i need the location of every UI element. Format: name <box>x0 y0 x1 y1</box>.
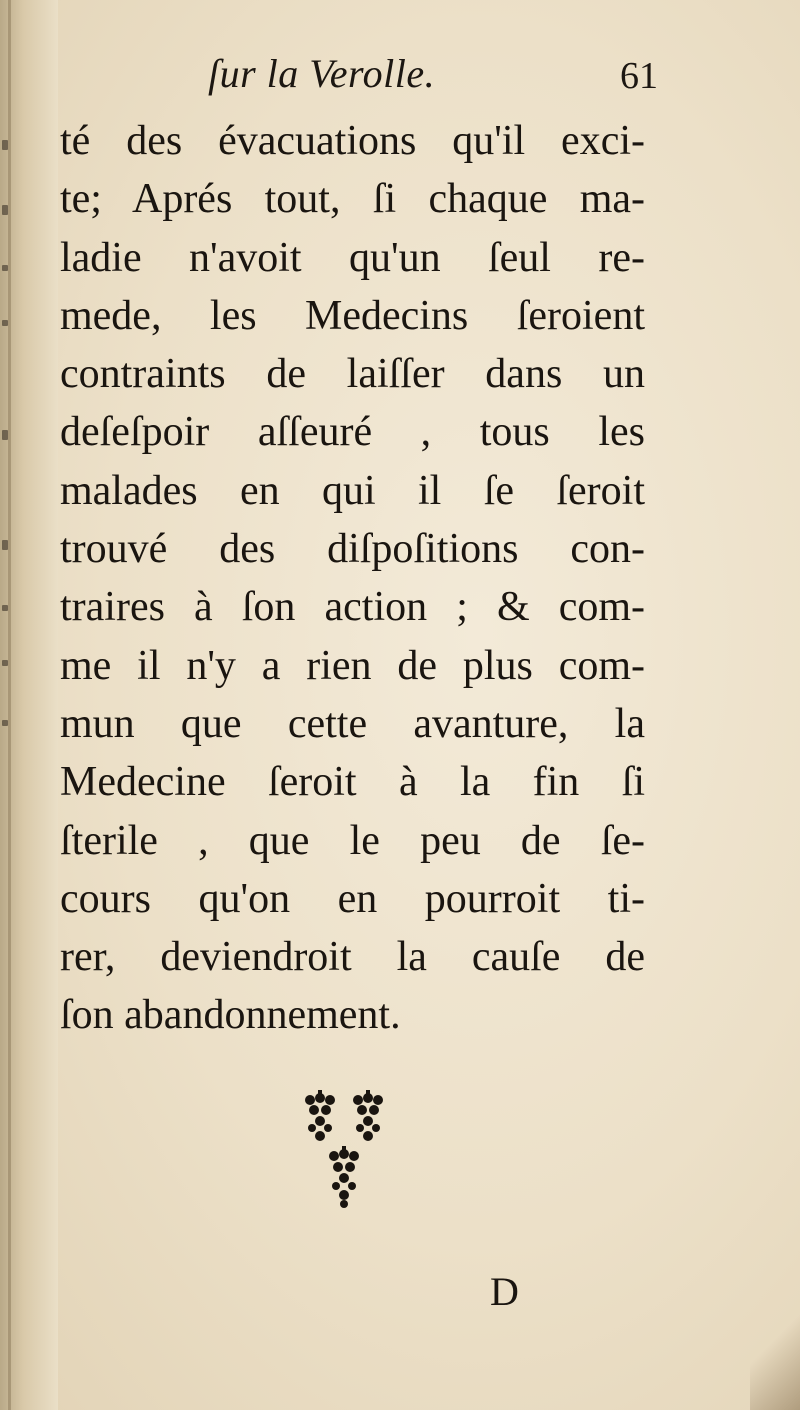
gutter-mark <box>2 140 8 150</box>
text-line: ladie n'avoit qu'un ſeul re- <box>60 234 645 281</box>
text-line: rer, deviendroit la cauſe de <box>60 934 645 981</box>
gutter-mark <box>2 605 8 611</box>
text-line: te; Aprés tout, ſi chaque ma- <box>60 176 645 223</box>
text-line: me il n'y a rien de plus com- <box>60 642 645 689</box>
text-line: deſeſpoir aſſeuré , tous les <box>60 409 645 456</box>
text-line: traires à ſon action ; & com- <box>60 584 645 631</box>
gutter-mark <box>2 320 8 326</box>
gutter-mark <box>2 720 8 726</box>
ornament-cluster <box>329 1146 359 1208</box>
gutter-edge <box>8 0 11 1410</box>
text-line: ſon abandonnement. <box>60 992 401 1039</box>
text-line: ſterile , que le peu de ſe- <box>60 817 645 864</box>
ornament-cluster <box>305 1090 335 1141</box>
text-line: malades en qui il ſe ſeroit <box>60 467 645 514</box>
printers-ornament-icon <box>296 1090 396 1210</box>
running-title: ſur la Verolle. <box>208 51 436 96</box>
gutter-mark <box>2 265 8 271</box>
text-line: té des évacuations qu'il exci- <box>60 118 645 164</box>
gutter-mark <box>2 205 8 215</box>
page-header <box>58 44 668 104</box>
text-line: contraints de laiſſer dans un <box>60 351 645 398</box>
text-line: mede, les Medecins ſeroient <box>60 292 645 339</box>
text-line: trouvé des diſpoſitions con- <box>60 526 645 573</box>
text-line: cours qu'on en pourroit ti- <box>60 875 645 922</box>
signature-mark: D <box>490 1269 519 1314</box>
text-line: Medecine ſeroit à la fin ſi <box>60 759 645 806</box>
gutter-mark <box>2 540 8 550</box>
body-text <box>60 112 645 1045</box>
page-gutter <box>0 0 58 1410</box>
text-line: mun que cette avanture, la <box>60 700 645 747</box>
gutter-mark <box>2 430 8 440</box>
gutter-mark <box>2 660 8 666</box>
ornament-cluster <box>353 1090 383 1141</box>
page-number: 61 <box>620 55 658 97</box>
page-corner-shadow <box>750 1300 800 1410</box>
